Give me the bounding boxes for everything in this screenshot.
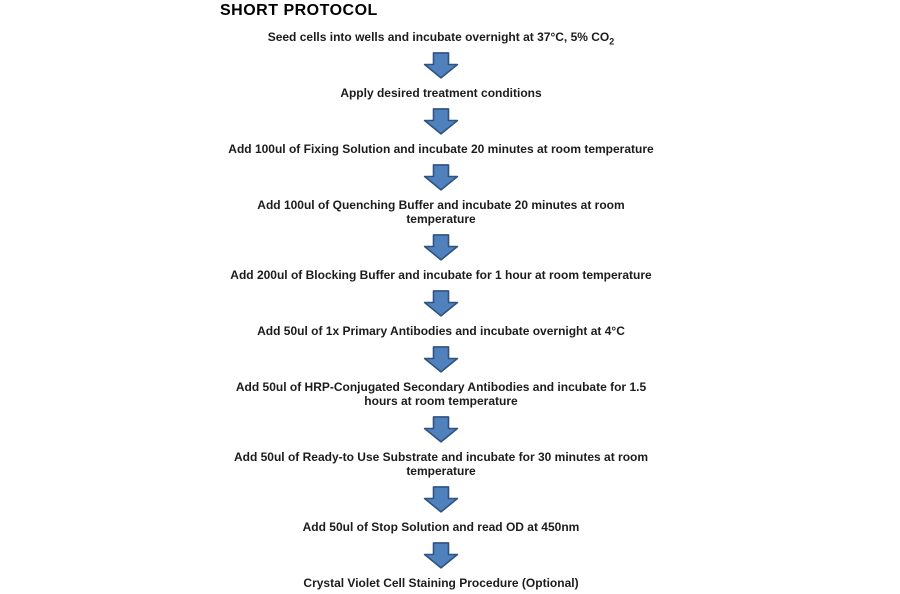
step-text: hours at room temperature (364, 394, 518, 408)
down-arrow-shape (425, 164, 458, 189)
step-seed-cells (267, 30, 615, 47)
down-arrow-shape (425, 486, 458, 511)
down-arrow-icon (423, 346, 459, 373)
flow-column (161, 30, 721, 590)
step-text: Add 50ul of Stop Solution and read OD at 450nm (302, 520, 580, 534)
page-title: SHORT PROTOCOL (220, 2, 378, 19)
step-crystal-violet (303, 576, 578, 590)
down-arrow-icon (423, 486, 459, 513)
down-arrow-icon (423, 542, 459, 569)
step-text: Add 100ul of Fixing Solution and incubate 20 minutes at room temperature (228, 142, 654, 156)
step-substrate (234, 450, 648, 478)
down-arrow-shape (425, 108, 458, 133)
step-primary-antibodies (257, 324, 625, 338)
step-text: Add 50ul of 1x Primary Antibodies and incubate overnight at 4°C (257, 324, 625, 338)
down-arrow-icon (423, 416, 459, 443)
step-apply-treatment (340, 86, 541, 100)
down-arrow-icon (423, 52, 459, 79)
subscript-2: 2 (609, 36, 615, 47)
step-text: Add 200ul of Blocking Buffer and incubate for 1 hour at room temperature (230, 268, 652, 282)
down-arrow-shape (425, 416, 458, 441)
down-arrow-shape (425, 52, 458, 77)
down-arrow-icon (423, 290, 459, 317)
step-text: Add 50ul of Ready-to Use Substrate and incubate for 30 minutes at room (233, 450, 649, 464)
down-arrow-shape (425, 290, 458, 315)
down-arrow-icon (423, 234, 459, 261)
step-stop-solution (303, 520, 580, 534)
down-arrow-shape (425, 346, 458, 371)
down-arrow-icon (423, 164, 459, 191)
step-text: temperature (406, 464, 476, 478)
down-arrow-shape (425, 234, 458, 259)
step-text: Crystal Violet Cell Staining Procedure (Optional) (303, 576, 579, 590)
step-blocking-buffer (230, 268, 651, 282)
step-text: Apply desired treatment conditions (340, 86, 542, 100)
step-text: temperature (406, 212, 476, 226)
step-text: Add 50ul of HRP-Conjugated Secondary Antibodies and incubate for 1.5 (235, 380, 647, 394)
step-secondary-antibodies (236, 380, 646, 408)
step-quenching-buffer (257, 198, 624, 226)
down-arrow-shape (425, 542, 458, 567)
step-fixing-solution (228, 142, 653, 156)
step-text: Add 100ul of Quenching Buffer and incubate 20 minutes at room (257, 198, 625, 212)
down-arrow-icon (423, 108, 459, 135)
step-text: Seed cells into wells and incubate overnight at 37°C, 5% $CO_2$ (267, 30, 615, 47)
